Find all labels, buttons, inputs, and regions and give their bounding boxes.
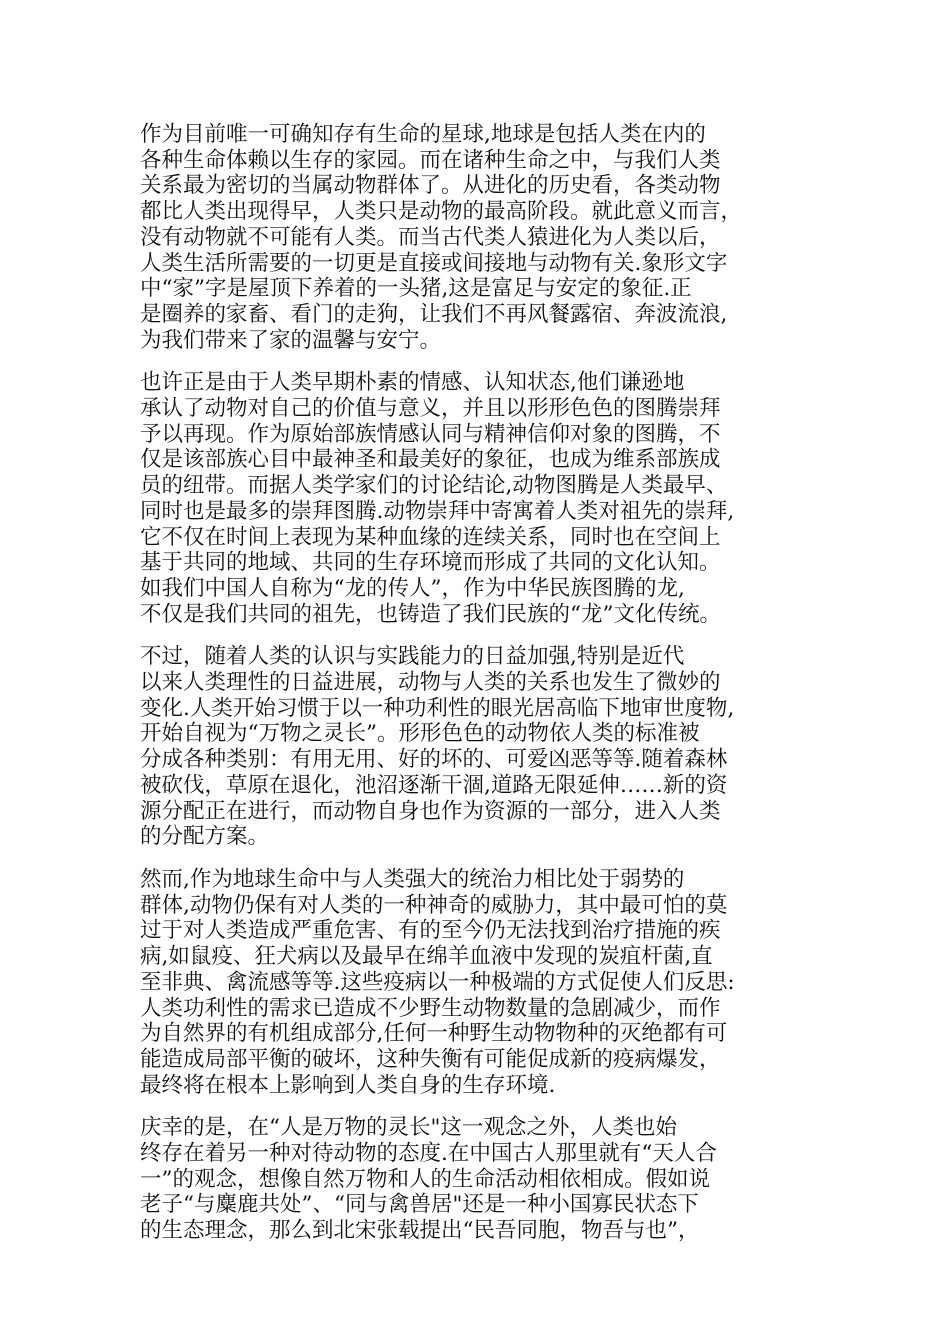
article-body [140, 122, 820, 1261]
text-line: 基于共同的地域、共同的生存环境而形成了共同的文化认知。 [140, 550, 721, 576]
text-line: 至非典、禽流感等等.这些疫病以一种极端的方式促使人们反思: [140, 969, 735, 995]
paragraph-2 [140, 370, 820, 627]
text-line: 中“家”字是屋顶下养着的一头猪,这是富足与安定的象征.正 [140, 276, 692, 302]
text-line: 病,如鼠疫、狂犬病以及最早在绵羊血液中发现的炭疽杆菌,直 [140, 944, 713, 970]
text-line: 开始自视为“万物之灵长”。形形色色的动物依人类的标准被 [140, 721, 700, 747]
text-line: 承认了动物对自己的价值与意义，并且以形形色色的图腾崇拜 [140, 396, 721, 422]
text-line: 的生态理念，那么到北宋张载提出“民吾同胞，物吾与也”， [140, 1218, 700, 1244]
paragraph-3 [140, 644, 820, 850]
text-line: 终存在着另一种对待动物的态度.在中国古人那里就有“天人合 [140, 1141, 717, 1167]
text-line: 变化.人类开始习惯于以一种功利性的眼光居高临下地审世度物, [140, 695, 735, 721]
text-line: 作为目前唯一可确知存有生命的星球,地球是包括人类在内的 [140, 122, 706, 147]
text-line: 的分配方案。 [140, 824, 270, 850]
text-line: 老子“与麋鹿共处”、“同与禽兽居"还是一种小国寡民状态下 [140, 1192, 699, 1218]
text-line: 不仅是我们共同的祖先，也铸造了我们民族的“龙”文化传统。 [140, 601, 721, 627]
text-line: 一”的观念，想像自然万物和人的生命活动相依相成。假如说 [140, 1166, 710, 1192]
text-line: 能造成局部平衡的破坏，这种失衡有可能促成新的疫病爆发， [140, 1046, 721, 1072]
text-line: 为自然界的有机组成部分,任何一种野生动物物种的灭绝都有可 [140, 1021, 728, 1047]
text-line: 关系最为密切的当属动物群体了。从进化的历史看，各类动物 [140, 173, 721, 199]
text-line: 各种生命体赖以生存的家园。而在诸种生命之中，与我们人类 [140, 147, 721, 173]
text-line: 人类生活所需要的一切更是直接或间接地与动物有关.象形文字 [140, 250, 728, 276]
text-line: 也许正是由于人类早期朴素的情感、认知状态,他们谦逊地 [140, 370, 685, 396]
paragraph-1 [140, 122, 820, 353]
text-line: 是圈养的家畜、看门的走狗，让我们不再风餐露宿、奔波流浪, [140, 301, 728, 327]
text-line: 源分配正在进行，而动物自身也作为资源的一部分，进入人类 [140, 798, 721, 824]
text-line: 没有动物就不可能有人类。而当古代类人猿进化为人类以后， [140, 224, 721, 250]
text-line: 不过，随着人类的认识与实践能力的日益加强,特别是近代 [140, 644, 685, 670]
text-line: 都比人类出现得早，人类只是动物的最高阶段。就此意义而言， [140, 199, 743, 225]
text-line: 最终将在根本上影响到人类自身的生存环境. [140, 1072, 556, 1098]
text-line: 予以再现。作为原始部族情感认同与精神信仰对象的图腾，不 [140, 421, 721, 447]
paragraph-5 [140, 1115, 820, 1244]
text-line: 分成各种类别：有用无用、好的坏的、可爱凶恶等等.随着森林 [140, 747, 728, 773]
text-line: 它不仅在时间上表现为某种血缘的连续关系，同时也在空间上 [140, 524, 721, 550]
text-line: 员的纽带。而据人类学家们的讨论结论,动物图腾是人类最早、 [140, 473, 728, 499]
text-line: 如我们中国人自称为“龙的传人”，作为中华民族图腾的龙, [140, 575, 685, 601]
paragraph-4 [140, 867, 820, 1098]
text-line: 被砍伐，草原在退化，池沼逐渐干涸,道路无限延伸……新的资 [140, 772, 728, 798]
text-line: 以来人类理性的日益进展，动物与人类的关系也发生了微妙的 [140, 670, 721, 696]
text-line: 同时也是最多的崇拜图腾.动物崇拜中寄寓着人类对祖先的崇拜, [140, 498, 735, 524]
text-line: 为我们带来了家的温馨与安宁。 [140, 327, 442, 353]
text-line: 群体,动物仍保有对人类的一种神奇的威胁力，其中最可怕的莫 [140, 892, 728, 918]
text-line: 庆幸的是，在“人是万物的灵长"这一观念之外，人类也始 [140, 1115, 677, 1141]
text-line: 仅是该部族心目中最神圣和最美好的象征，也成为维系部族成 [140, 447, 721, 473]
text-line: 人类功利性的需求已造成不少野生动物数量的急剧减少，而作 [140, 995, 721, 1021]
text-line: 过于对人类造成严重危害、有的至今仍无法找到治疗措施的疾 [140, 918, 721, 944]
text-line: 然而,作为地球生命中与人类强大的统治力相比处于弱势的 [140, 866, 685, 892]
